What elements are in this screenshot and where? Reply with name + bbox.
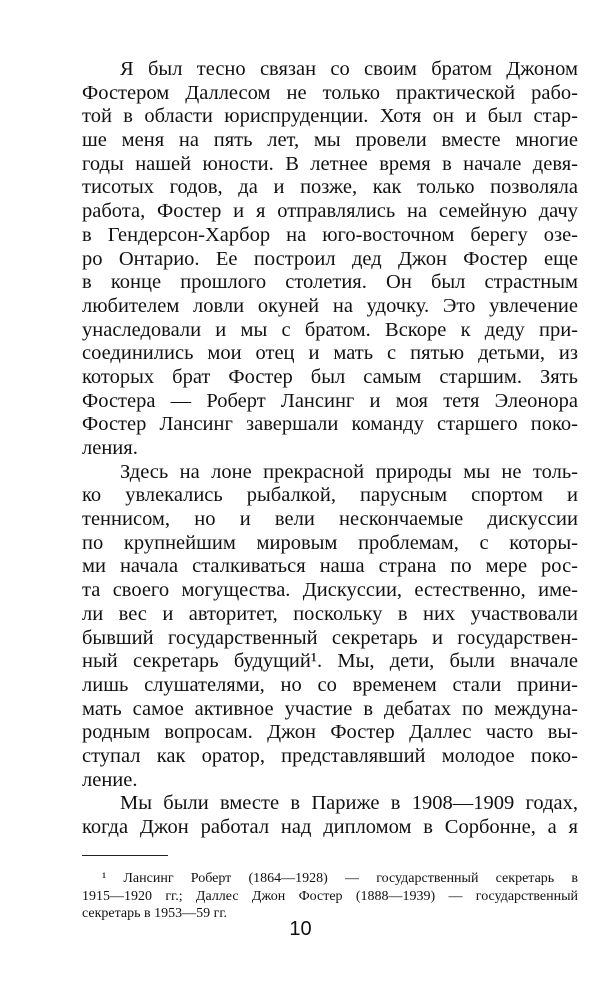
text-line: Я был тесно связан со своим братом Джоном (120, 58, 578, 80)
text-line: когда Джон работал над дипломом в Сорбонне, а я (82, 816, 578, 838)
text-line: ления. (82, 437, 138, 459)
paragraph (82, 58, 578, 461)
footnote-divider (82, 855, 168, 856)
text-line: которых брат Фостер был самым старшим. Зять (82, 365, 578, 388)
text-line: Здесь на лоне прекрасной природы мы не толь- (120, 460, 578, 483)
paragraph (82, 461, 578, 793)
text-line: работа, Фостер и я отправлялись на семейную дачу (82, 200, 578, 223)
text-line: годы нашей юности. В летнее время в начале девя- (82, 152, 578, 175)
text-line: Фостер Лансинг завершали команду старшего поко- (82, 413, 578, 436)
text-line: родным вопросам. Джон Фостер Даллес часто вы- (82, 721, 578, 744)
text-line: 1915—1920 гг.; Даллес Джон Фостер (1888—1939) — государственный (82, 888, 578, 904)
text-line: Фостера — Роберт Лансинг и моя тетя Элеонора (82, 389, 578, 412)
page-number: 10 (289, 918, 312, 940)
text-line: по крупнейшим мировым проблемам, с которы- (82, 531, 578, 554)
body-text (82, 58, 578, 840)
text-line: ление. (82, 768, 138, 791)
text-line: в Гендерсон-Харбор на юго-восточном берегу озе- (82, 223, 578, 246)
text-line: Мы были вместе в Париже в 1908—1909 годах, (120, 792, 578, 815)
text-line: в конце прошлого столетия. Он был страстным (82, 271, 578, 294)
text-line: любителем ловли окуней на удочку. Это увлечение (82, 294, 578, 317)
text-line: ше меня на пять лет, мы провели вместе многие (82, 129, 578, 152)
text-line: бывший государственный секретарь и государствен- (82, 626, 578, 649)
text-line: тисотых годов, да и позже, как только позволяла (82, 176, 578, 199)
text-line: той в области юриспруденции. Хотя он и был стар- (82, 105, 578, 128)
paragraph (82, 792, 578, 839)
text-line: ко увлекались рыбалкой, парусным спортом и (82, 484, 578, 507)
text-line: теннисом, но и вели нескончаемые дискуссии (82, 508, 578, 531)
text-line: ли вес и авторитет, поскольку в них участвовали (82, 602, 578, 625)
text-line: соединились мои отец и мать с пятью детьми, из (82, 342, 578, 365)
text-line: ро Онтарио. Ее построил дед Джон Фостер еще (82, 247, 578, 270)
text-line: мать самое активное участие в дебатах по междуна- (82, 697, 578, 720)
text-line: ный секретарь будущий¹. Мы, дети, были вначале (82, 650, 578, 673)
text-line: ми начала сталкиваться наша страна по мере рос- (82, 555, 578, 578)
text-line: ¹ Лансинг Роберт (1864—1928) — государственный секретарь в (102, 871, 578, 886)
text-line: лишь слушателями, но со временем стали прини- (82, 673, 578, 696)
text-line: секретарь в 1953—59 гг. (82, 906, 228, 921)
footnote (82, 870, 578, 923)
text-line: унаследовали и мы с братом. Вскоре к деду при- (82, 318, 578, 341)
text-line: Фостером Даллесом не только практической рабо- (82, 81, 578, 104)
text-line: та своего могущества. Дискуссии, естественно, име- (82, 579, 578, 602)
text-line: ступал как оратор, представлявший молодое поко- (82, 744, 578, 767)
